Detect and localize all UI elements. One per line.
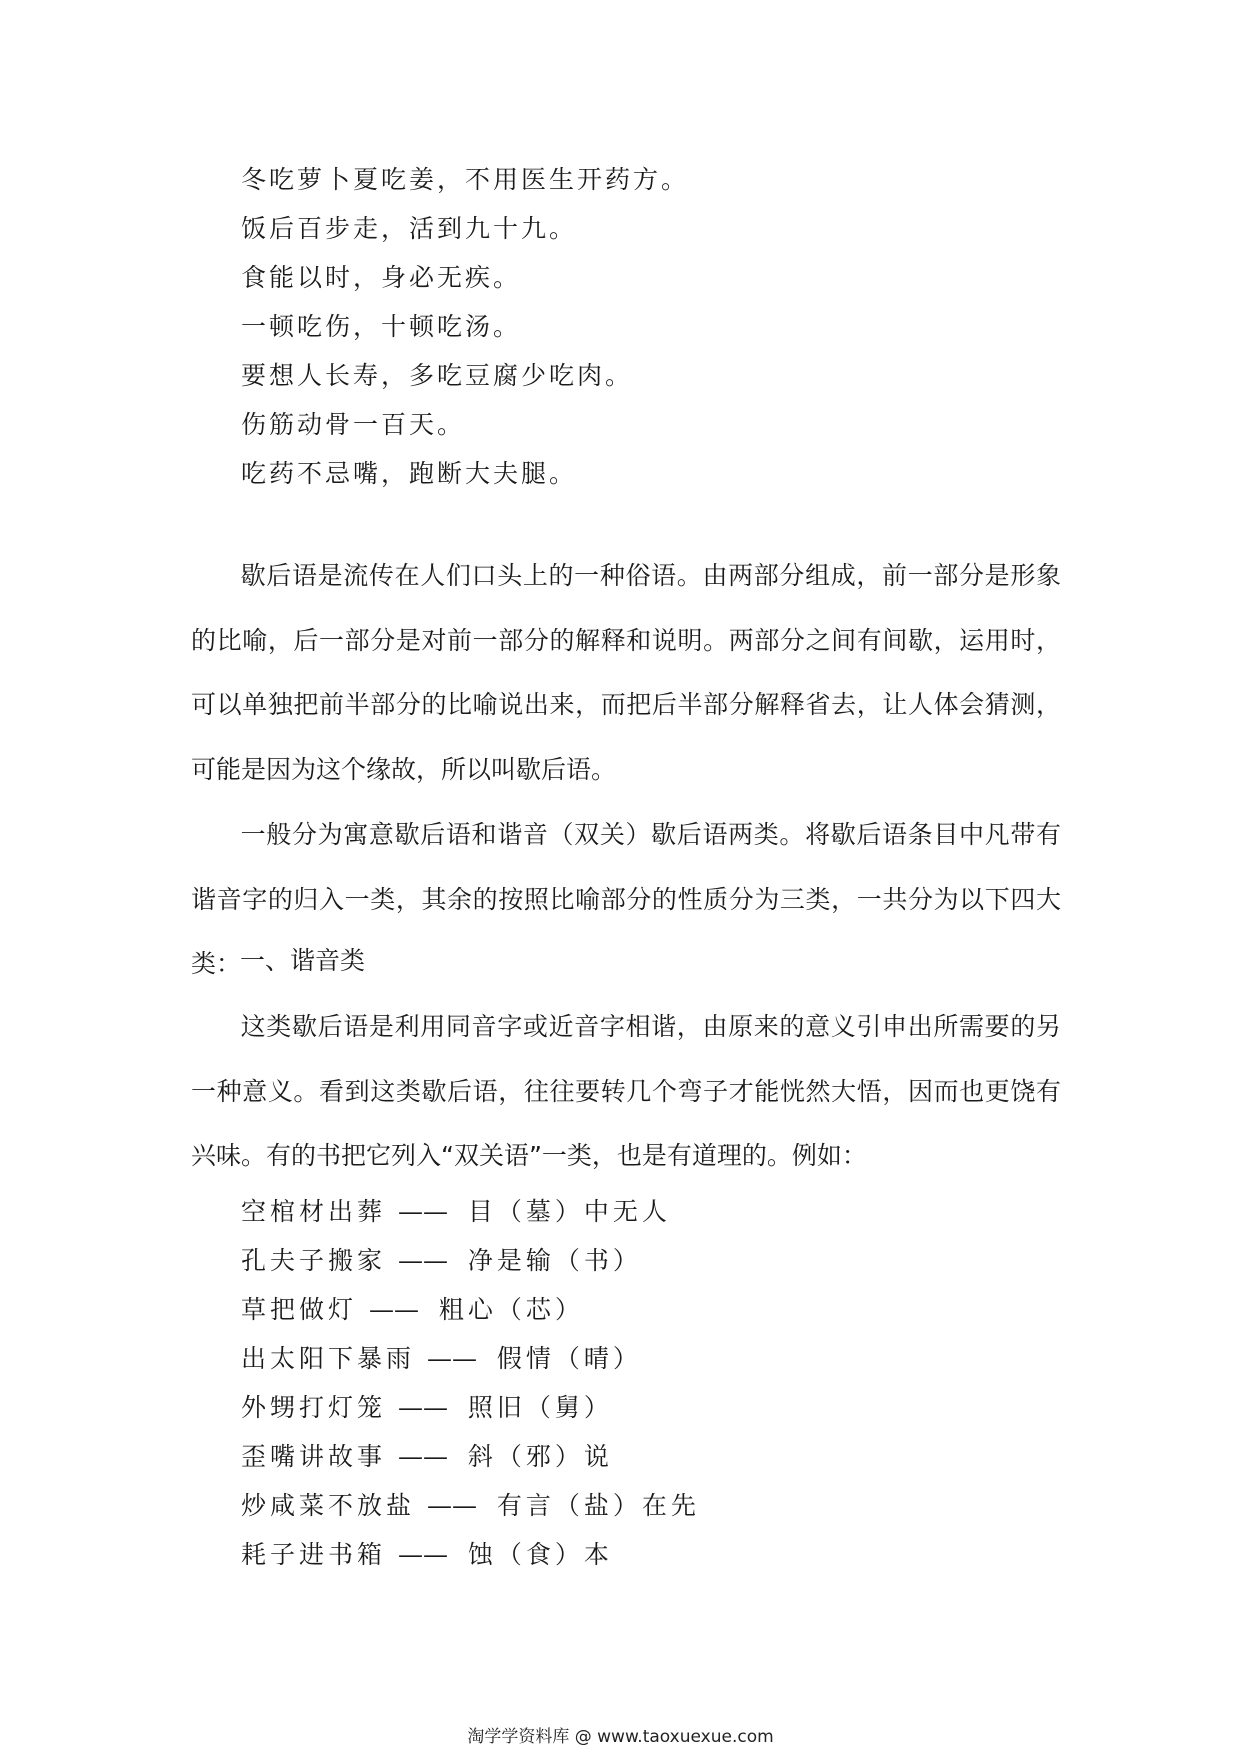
xiehouyu-front: 孔夫子搬家 xyxy=(241,1246,387,1275)
dash-separator: —— xyxy=(397,1393,448,1422)
xiehouyu-item xyxy=(241,1432,700,1481)
xiehouyu-front: 耗子进书箱 xyxy=(241,1540,387,1569)
saying-line: 伤筋动骨一百天。 xyxy=(241,410,466,439)
xiehouyu-back: 蚀（食）本 xyxy=(467,1540,613,1569)
dash-separator: —— xyxy=(426,1491,477,1520)
xiehouyu-front: 出太阳下暴雨 xyxy=(241,1344,416,1373)
xiehouyu-back: 照旧（舅） xyxy=(467,1393,613,1422)
xiehouyu-item xyxy=(241,1530,700,1579)
xiehouyu-front: 外甥打灯笼 xyxy=(241,1393,387,1422)
saying-line: 要想人长寿，多吃豆腐少吃肉。 xyxy=(241,361,634,390)
classification-text: 一般分为寓意歇后语和谐音（双关）歇后语两类。将歇后语条目中凡带有谐音字的归入一类，其余的按照比喻部分的性质分为三类，一共分为以下四大类： xyxy=(191,820,1061,978)
section-heading: 一、谐音类 xyxy=(240,946,366,975)
xiehouyu-item xyxy=(241,1285,700,1334)
xiehouyu-front: 草把做灯 xyxy=(241,1295,358,1324)
dash-separator: —— xyxy=(397,1540,448,1569)
intro-paragraph xyxy=(191,544,1061,802)
xiehouyu-item xyxy=(241,1334,700,1383)
saying-line: 吃药不忌嘴，跑断大夫腿。 xyxy=(241,459,578,488)
section-description-text: 这类歇后语是利用同音字或近音字相谐，由原来的意义引申出所需要的另一种意义。看到这类歇后语，往往要转几个弯子才能恍然大悟，因而也更饶有兴味。有的书把它列入“双关语”一类，也是有道理的。例如： xyxy=(191,1012,1061,1170)
xiehouyu-front: 空棺材出葬 xyxy=(241,1197,387,1226)
xiehouyu-front: 歪嘴讲故事 xyxy=(241,1442,387,1471)
xiehouyu-list xyxy=(241,1187,700,1579)
xiehouyu-back: 净是输（书） xyxy=(467,1246,642,1275)
footer-watermark: 淘学学资料库 @ www.taoxuexue.com xyxy=(467,1727,774,1747)
saying-line: 一顿吃伤，十顿吃汤。 xyxy=(241,312,522,341)
dash-separator: —— xyxy=(426,1344,477,1373)
dash-separator: —— xyxy=(397,1197,448,1226)
dash-separator: —— xyxy=(368,1295,419,1324)
health-sayings-list xyxy=(241,155,689,498)
xiehouyu-back: 斜（邪）说 xyxy=(467,1442,613,1471)
intro-text: 歇后语是流传在人们口头上的一种俗语。由两部分组成，前一部分是形象的比喻，后一部分是对前一部分的解释和说明。两部分之间有间歇，运用时，可以单独把前半部分的比喻说出来，而把后半部分解释省去，让人体会猜测，可能是因为这个缘故，所以叫歇后语。 xyxy=(191,561,1061,784)
xiehouyu-item xyxy=(241,1236,700,1285)
saying-line: 冬吃萝卜夏吃姜，不用医生开药方。 xyxy=(241,165,690,194)
dash-separator: —— xyxy=(397,1246,448,1275)
section-description xyxy=(191,995,1061,1189)
dash-separator: —— xyxy=(397,1442,448,1471)
saying-line: 饭后百步走，活到九十九。 xyxy=(241,214,578,243)
xiehouyu-item xyxy=(241,1481,700,1530)
xiehouyu-item xyxy=(241,1187,700,1236)
xiehouyu-back: 假情（晴） xyxy=(496,1344,642,1373)
xiehouyu-front: 炒咸菜不放盐 xyxy=(241,1491,416,1520)
saying-line: 食能以时，身必无疾。 xyxy=(241,263,522,292)
xiehouyu-item xyxy=(241,1383,700,1432)
xiehouyu-back: 目（墓）中无人 xyxy=(467,1197,671,1226)
xiehouyu-back: 粗心（芯） xyxy=(438,1295,584,1324)
xiehouyu-back: 有言（盐）在先 xyxy=(496,1491,700,1520)
